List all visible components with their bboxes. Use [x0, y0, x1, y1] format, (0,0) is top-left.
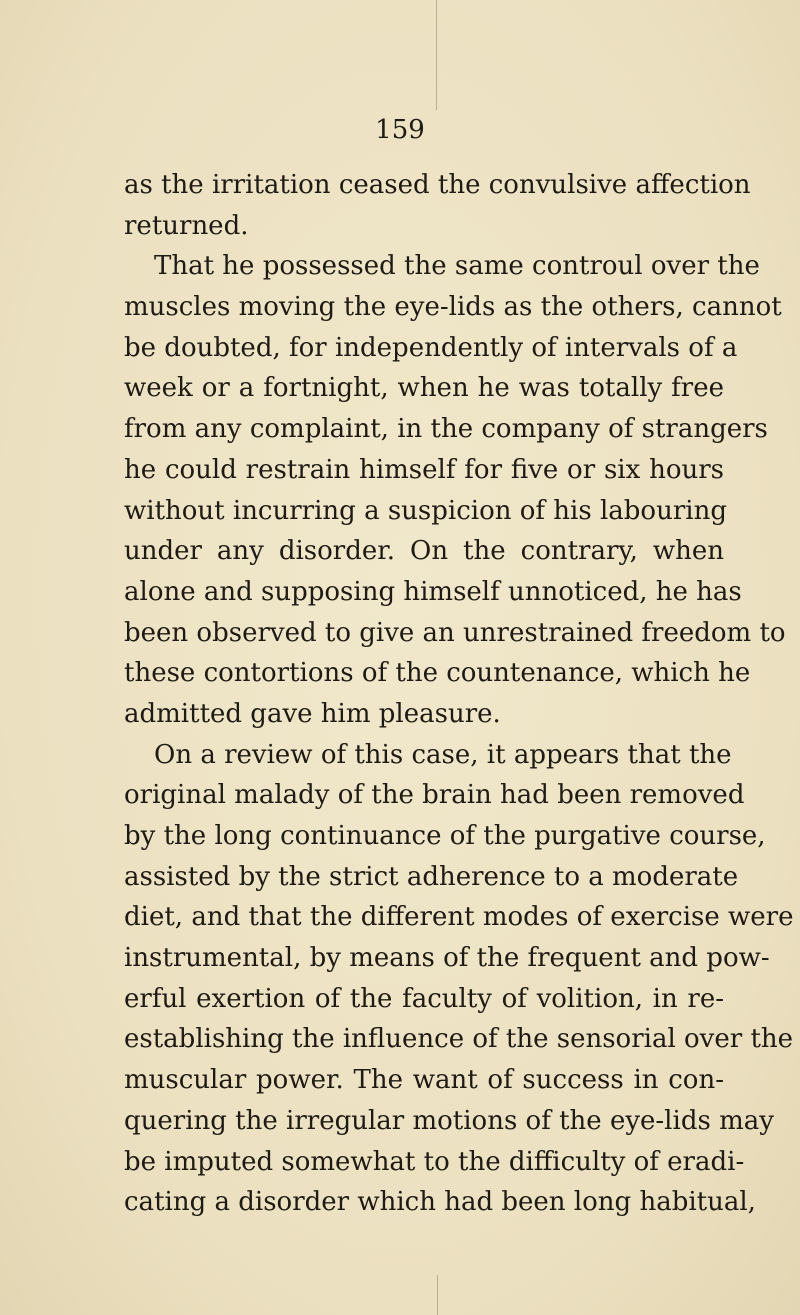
text-line: by the long continuance of the purgative course,: [124, 821, 766, 851]
text-line: instrumental, by means of the frequent and pow-: [124, 943, 770, 974]
text-line: On a review of this case, it appears that the: [154, 739, 732, 770]
text-line: as the irritation ceased the convulsive affection: [124, 170, 751, 200]
text-line: alone and supposing himself unnoticed, he has: [124, 576, 742, 607]
scan-crease-line: [437, 1275, 438, 1315]
text-line: quering the irregular motions of the eye-lids may: [124, 1105, 774, 1136]
text-line: been observed to give an unrestrained freedom to: [124, 617, 786, 648]
page-number: 159: [375, 115, 425, 145]
text-line: from any complaint, in the company of strangers: [124, 414, 768, 445]
text-line: assisted by the strict adherence to a moderate: [124, 861, 739, 892]
text-line: original malady of the brain had been removed: [124, 780, 745, 811]
text-line: erful exertion of the faculty of volition, in re-: [124, 983, 724, 1014]
text-line: be imputed somewhat to the difficulty of eradi-: [124, 1146, 745, 1177]
text-line: be doubted, for independently of intervals of a: [124, 332, 738, 363]
text-line: cating a disorder which had been long habitual,: [124, 1187, 756, 1218]
text-line: admitted gave him pleasure.: [124, 698, 501, 729]
text-line: muscles moving the eye-lids as the others, cannot: [124, 292, 782, 323]
text-line: these contortions of the countenance, which he: [124, 658, 751, 689]
text-line: week or a fortnight, when he was totally free: [124, 373, 724, 404]
text-line: muscular power. The want of success in con-: [124, 1065, 724, 1096]
text-line: under any disorder. On the contrary, when: [124, 536, 724, 567]
text-line: That he possessed the same controul over the: [154, 251, 760, 282]
scan-crease-line: [436, 0, 437, 110]
text-line: returned.: [124, 210, 249, 241]
body-text: [124, 165, 794, 1223]
text-line: diet, and that the different modes of exercise were: [124, 902, 794, 933]
text-line: without incurring a suspicion of his labouring: [124, 495, 727, 526]
text-line: he could restrain himself for five or six hours: [124, 454, 724, 485]
text-line: establishing the influence of the sensorial over the: [124, 1024, 794, 1055]
